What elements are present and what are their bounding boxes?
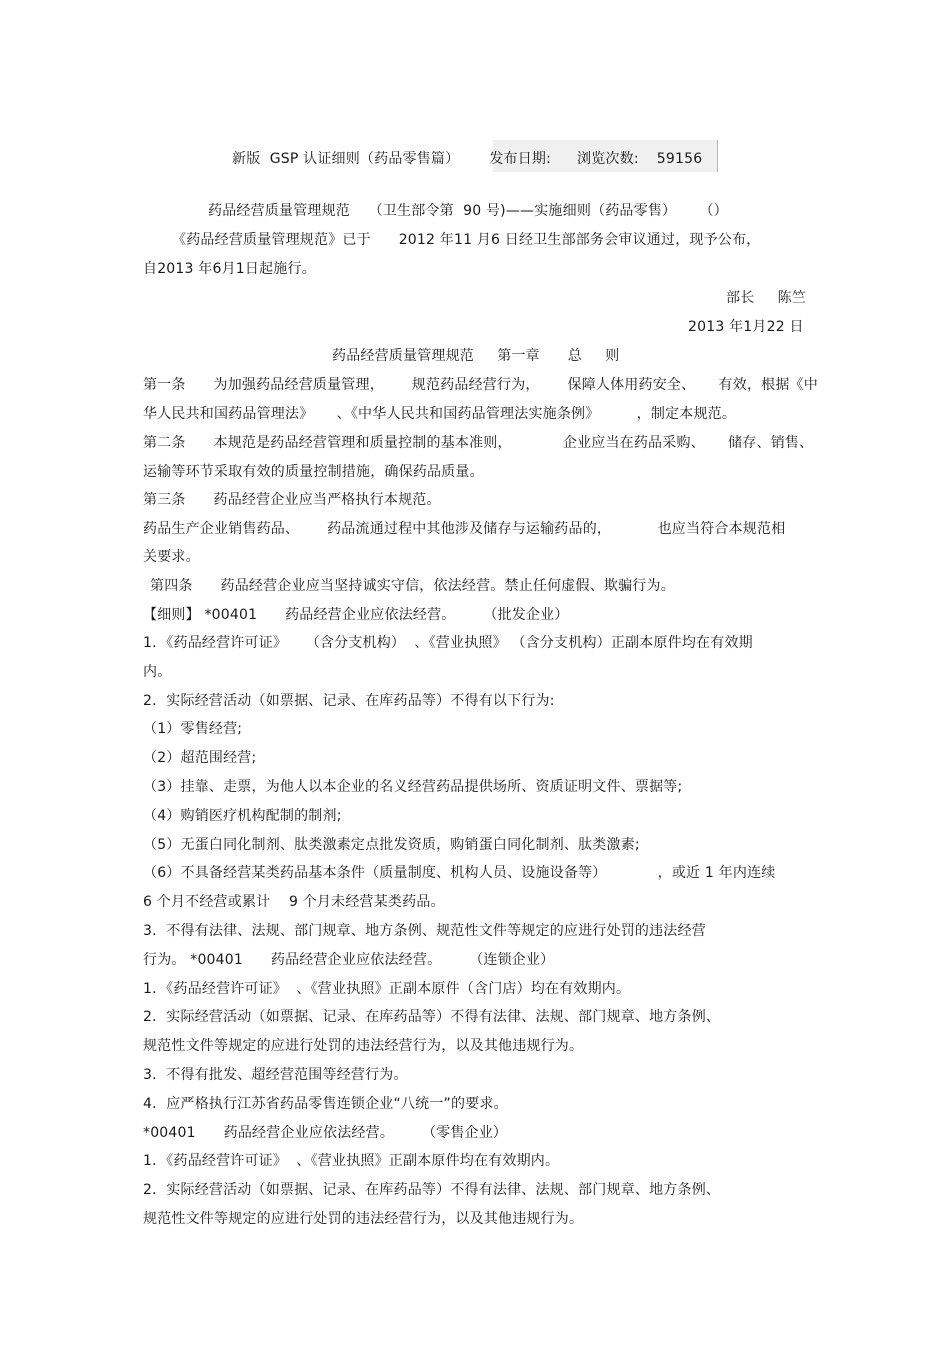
doc-line: 1．《药品经营许可证》 、《营业执照》正副本原件（含门店）均在有效期内。 <box>143 981 631 997</box>
doc-line: 2．实际经营活动（如票据、记录、在库药品等）不得有以下行为: <box>143 693 555 709</box>
doc-line: （2）超范围经营; <box>143 750 257 766</box>
doc-line: 3．不得有法律、法规、部门规章、地方条例、规范性文件等规定的应进行处罚的违法经营 <box>143 923 706 939</box>
doc-line: （5）无蛋白同化制剂、肽类激素定点批发资质，购销蛋白同化制剂、肽类激素; <box>143 837 640 853</box>
header-title: 新版 GSP 认证细则（药品零售篇） <box>232 151 460 167</box>
doc-line: 第一条 为加强药品经营质量管理， 规范药品经营行为， 保障人体用药安全、 有效，根据《中 <box>143 377 818 393</box>
doc-line: （3）挂靠、走票，为他人以本企业的名义经营药品提供场所、资质证明文件、票据等; <box>143 779 683 795</box>
publish-date-label: 发布日期: <box>489 151 552 167</box>
views-count: 59156 <box>656 151 703 167</box>
doc-line: 华人民共和国药品管理法》 、《中华人民共和国药品管理法实施条例》 ，制定本规范。 <box>143 406 737 422</box>
doc-line: 内。 <box>143 664 172 680</box>
doc-line: 1．《药品经营许可证》 （含分支机构） 、《营业执照》 （含分支机构）正副本原件均在有效期 <box>143 635 753 651</box>
header-line <box>232 150 702 168</box>
doc-line: 2．实际经营活动（如票据、记录、在库药品等）不得有法律、法规、部门规章、地方条例、 <box>143 1009 721 1025</box>
doc-line: 药品经营质量管理规范 （卫生部令第 90 号)——实施细则（药品零售） （） <box>208 203 728 219</box>
doc-line: 药品经营质量管理规范 第一章 总 则 <box>332 348 620 364</box>
doc-line: 行为。 *00401 药品经营企业应依法经营。 （连锁企业） <box>143 952 555 968</box>
doc-line: *00401 药品经营企业应依法经营。 （零售企业） <box>143 1125 508 1141</box>
doc-line: 规范性文件等规定的应进行处罚的违法经营行为，以及其他违规行为。 <box>143 1038 584 1054</box>
doc-line: 部长 陈竺 <box>726 290 807 306</box>
doc-line: （1）零售经营; <box>143 721 243 737</box>
doc-line: 《药品经营质量管理规范》已于 2012 年11 月6 日经卫生部部务会审议通过，现予公布， <box>172 232 761 248</box>
doc-line: 自2013 年6月1日起施行。 <box>143 261 316 277</box>
doc-line: （6）不具备经营某类药品基本条件（质量制度、机构人员、设施设备等） ，或近 1 年内连续 <box>143 865 776 881</box>
doc-line: 【细则】 *00401 药品经营企业应依法经营。 （批发企业） <box>143 607 569 623</box>
doc-line: （4）购销医疗机构配制的制剂; <box>143 808 342 824</box>
doc-line: 规范性文件等规定的应进行处罚的违法经营行为，以及其他违规行为。 <box>143 1211 584 1227</box>
doc-line: 第四条 药品经营企业应当坚持诚实守信，依法经营。禁止任何虚假、欺骗行为。 <box>150 578 675 594</box>
doc-line: 2013 年1月22 日 <box>688 319 804 335</box>
doc-line: 1．《药品经营许可证》 、《营业执照》正副本原件均在有效期内。 <box>143 1153 560 1169</box>
doc-line: 药品生产企业销售药品、 药品流通过程中其他涉及储存与运输药品的， 也应当符合本规范相 <box>143 521 786 537</box>
doc-line: 第三条 药品经营企业应当严格执行本规范。 <box>143 492 441 508</box>
doc-line: 4．应严格执行江苏省药品零售连锁企业“八统一”的要求。 <box>143 1096 508 1112</box>
doc-line: 6 个月不经营或累计 9 个月未经营某类药品。 <box>143 894 445 910</box>
doc-line: 3．不得有批发、超经营范围等经营行为。 <box>143 1067 408 1083</box>
doc-line: 关要求。 <box>143 549 200 565</box>
doc-line: 2．实际经营活动（如票据、记录、在库药品等）不得有法律、法规、部门规章、地方条例、 <box>143 1182 721 1198</box>
doc-line: 第二条 本规范是药品经营管理和质量控制的基本准则， 企业应当在药品采购、 储存、销售、 <box>143 435 814 451</box>
views-label: 浏览次数: <box>577 151 639 167</box>
doc-line: 运输等环节采取有效的质量控制措施，确保药品质量。 <box>143 464 484 480</box>
